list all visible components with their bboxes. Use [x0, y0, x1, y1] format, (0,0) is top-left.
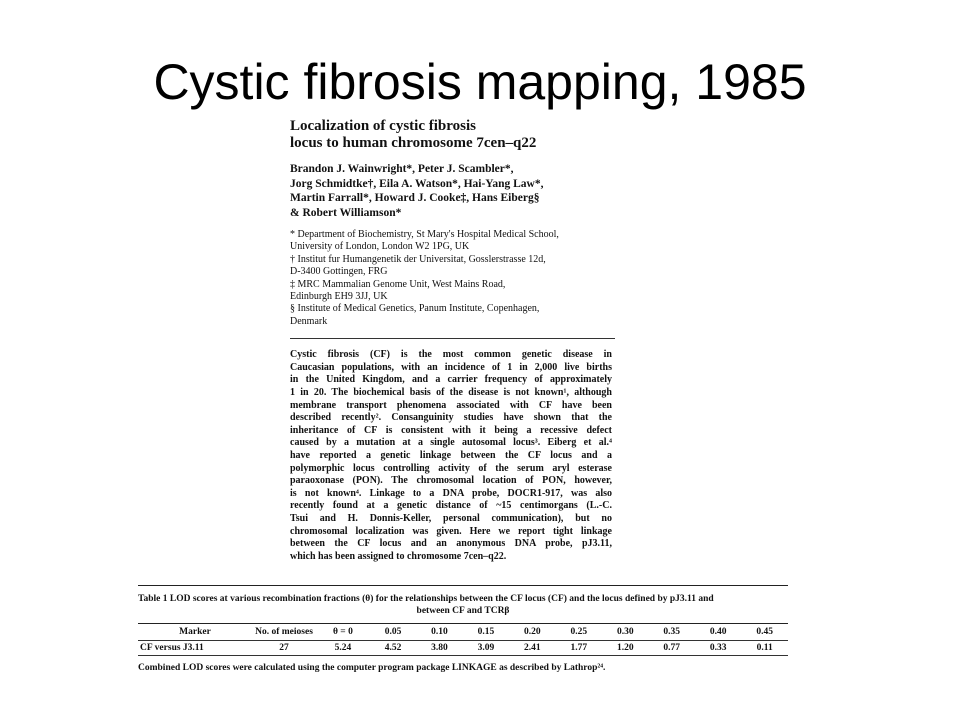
abstract-line: recently found at a genetic distance of ~15 centimorgans (L.-C.: [290, 500, 612, 512]
author-line: Martin Farrall*, Howard J. Cooke‡, Hans Eiberg§: [290, 192, 540, 204]
column-header: 0.35: [663, 627, 681, 637]
column-header: 0.40: [709, 627, 727, 637]
abstract-line: Cystic fibrosis (CF) is the most common genetic disease in: [290, 349, 612, 361]
abstract-line: chromosomal localization was given. Here we report tight linkage: [290, 525, 612, 537]
affiliation-line: Edinburgh EH9 3JJ, UK: [290, 291, 388, 303]
column-header: No. of meioses: [255, 627, 313, 637]
lod-table: [138, 624, 788, 657]
table-cell: 1.20: [616, 643, 634, 653]
table-cell: 0.11: [756, 643, 773, 653]
table-bottom-rule: [138, 656, 788, 658]
author-list: [290, 162, 620, 220]
table-cell: CF versus J3.11: [140, 643, 204, 653]
column-header: 0.05: [384, 627, 402, 637]
table-caption-line: between CF and TCRβ: [416, 605, 510, 616]
column-header: 0.25: [570, 627, 588, 637]
affiliation-line: * Department of Biochemistry, St Mary's Hospital Medical School,: [290, 229, 559, 240]
paper-title-line: Localization of cystic fibrosis: [290, 118, 476, 134]
table-cell: 0.33: [709, 643, 727, 653]
abstract-line: have reported a genetic linkage between the CF locus and a: [290, 450, 612, 461]
table-cell: 3.09: [477, 643, 495, 653]
affiliation-list: [290, 229, 620, 328]
abstract-line: between the CF locus and an anonymous DNA probe, pJ3.11,: [290, 538, 612, 550]
table-cell: 0.77: [663, 643, 681, 653]
section-divider: [290, 338, 615, 339]
abstract-line: polymorphic locus controlling activity of the serum aryl esterase: [290, 462, 612, 474]
table-cell: 3.80: [431, 643, 448, 653]
table-cell: 27: [279, 643, 289, 653]
table-caption: [138, 594, 788, 617]
column-header: 0.20: [524, 627, 541, 637]
slide-title: Cystic fibrosis mapping, 1985: [153, 54, 807, 110]
table-top-rule: [138, 585, 788, 586]
abstract-line: 1 in 20. The biochemical basis of the disease is not known¹, although: [290, 387, 612, 399]
abstract-line: described recently². Consanguinity studies have shown that the: [290, 412, 612, 424]
affiliation-line: Denmark: [290, 315, 328, 327]
abstract-line: which has been assigned to chromosome 7cen–q22.: [290, 550, 507, 562]
abstract: [290, 349, 612, 563]
table-row: [138, 642, 788, 656]
column-header: 0.45: [756, 627, 774, 637]
paper-excerpt: [290, 118, 620, 563]
table-cell: 4.52: [384, 643, 402, 653]
affiliation-line: ‡ MRC Mammalian Genome Unit, West Mains Road,: [290, 278, 506, 290]
table-cell: 1.77: [570, 643, 588, 653]
table-header-row: [138, 624, 788, 641]
table-caption-line: Table 1 LOD scores at various recombination fractions (θ) for the relationships between the CF locus (CF) and the locus defined by pJ3.11 and: [138, 594, 714, 604]
abstract-line: in the United Kingdom, and a carrier frequency of approximately: [290, 374, 612, 386]
abstract-line: caused by a mutation at a single autosomal locus³. Eiberg et al.⁴: [290, 437, 612, 449]
affiliation-line: University of London, London W2 1PG, UK: [290, 241, 470, 253]
affiliation-line: § Institute of Medical Genetics, Panum Institute, Copenhagen,: [290, 303, 540, 315]
author-line: Jorg Schmidtke†, Eila A. Watson*, Hai-Yang Law*,: [290, 177, 544, 190]
table-cell: 5.24: [334, 643, 352, 653]
abstract-line: is not known⁴. Linkage to a DNA probe, DOCR1-917, was also: [290, 487, 612, 499]
column-header: 0.30: [616, 627, 634, 637]
abstract-line: membrane transport phenomena associated with CF have been: [290, 399, 612, 411]
paper-title-line: locus to human chromosome 7cen–q22: [290, 135, 537, 151]
column-header: Marker: [179, 627, 211, 637]
affiliation-line: D-3400 Gottingen, FRG: [290, 266, 388, 278]
paper-title: [290, 118, 620, 152]
abstract-line: paraoxonase (PON). The chromosomal location of PON, however,: [290, 475, 612, 487]
affiliation-line: † Institut fur Humangenetik der Universitat, Gosslerstrasse 12d,: [290, 253, 546, 265]
lod-table-block: [138, 585, 788, 674]
abstract-line: Caucasian populations, with an incidence of 1 in 2,000 live births: [290, 361, 612, 373]
abstract-line: Tsui and H. Donnis-Keller, personal communication), but no: [290, 512, 612, 524]
abstract-line: inheritance of CF is consistent with it being a recessive defect: [290, 424, 612, 436]
table-cell: 2.41: [524, 643, 541, 653]
table-footnote: Combined LOD scores were calculated using the computer program package LINKAGE as described by Lathrop²⁴.: [138, 663, 606, 673]
column-header: θ = 0: [332, 627, 353, 637]
author-line: & Robert Williamson*: [290, 206, 402, 219]
column-header: 0.15: [477, 627, 495, 637]
author-line: Brandon J. Wainwright*, Peter J. Scambler*,: [290, 163, 514, 175]
column-header: 0.10: [431, 627, 448, 637]
